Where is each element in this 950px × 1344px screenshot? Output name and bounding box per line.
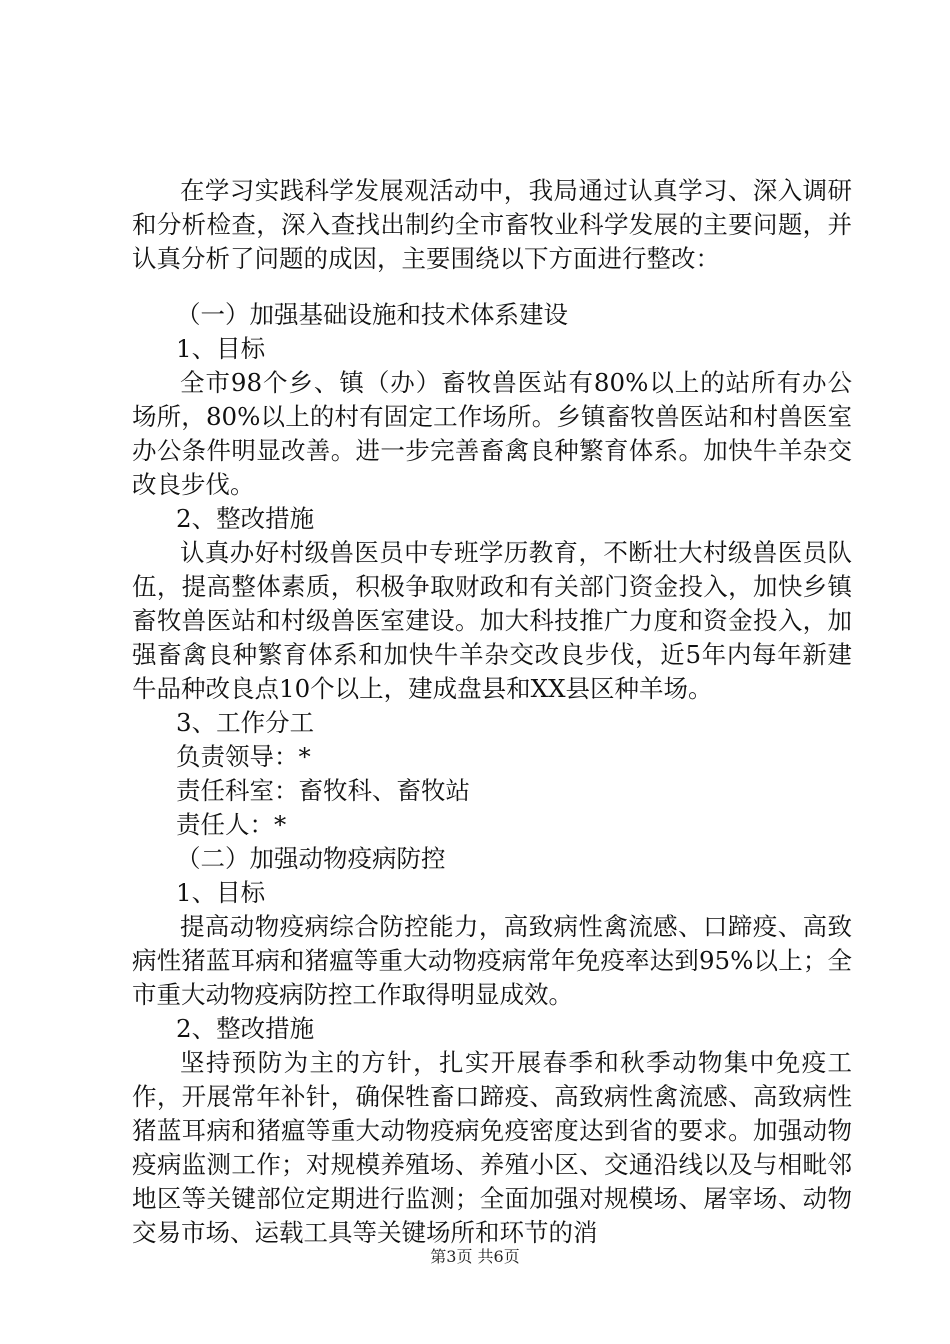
section-1-goal-text: 全市98个乡、镇（办）畜牧兽医站有80%以上的站所有办公场所，80%以上的村有固定工作场所。乡镇畜牧兽医站和村兽医室办公条件明显改善。进一步完善畜禽良种繁育体系。加快牛羊杂交改良步伐。: [132, 368, 852, 499]
paragraph-gap: [132, 276, 852, 298]
section-1-office: 责任科室：畜牧科、畜牧站: [176, 776, 470, 805]
section-2-title: （二）加强动物疫病防控: [176, 844, 446, 873]
section-2-measures-heading: 2、整改措施: [176, 1014, 315, 1043]
page-number-footer: 第3页 共6页: [430, 1247, 520, 1266]
section-1-division-heading: 3、工作分工: [176, 708, 315, 737]
section-1-goal-heading: 1、目标: [176, 334, 266, 363]
section-1-measures-heading: 2、整改措施: [176, 504, 315, 533]
section-1-leader: 负责领导：*: [176, 742, 311, 771]
section-2-goal-text: 提高动物疫病综合防控能力，高致病性禽流感、口蹄疫、高致病性猪蓝耳病和猪瘟等重大动物疫病常年免疫率达到95%以上；全市重大动物疫病防控工作取得明显成效。: [132, 912, 852, 1009]
section-2-goal-heading: 1、目标: [176, 878, 266, 907]
section-1-title: （一）加强基础设施和技术体系建设: [176, 300, 568, 329]
intro-paragraph: 在学习实践科学发展观活动中，我局通过认真学习、深入调研和分析检查，深入查找出制约全市畜牧业科学发展的主要问题，并认真分析了问题的成因，主要围绕以下方面进行整改：: [132, 176, 852, 273]
section-1-person: 责任人：*: [176, 810, 287, 839]
document-body: [132, 174, 852, 1250]
section-2-measures-text: 坚持预防为主的方针，扎实开展春季和秋季动物集中免疫工作，开展常年补针，确保牲畜口蹄疫、高致病性禽流感、高致病性猪蓝耳病和猪瘟等重大动物疫病免疫密度达到省的要求。加强动物疫病监测工作；对规模养殖场、养殖小区、交通沿线以及与相毗邻地区等关键部位定期进行监测；全面加强对规模场、屠宰场、动物交易市场、运载工具等关键场所和环节的消: [132, 1048, 852, 1247]
section-1-measures-text: 认真办好村级兽医员中专班学历教育，不断壮大村级兽医员队伍，提高整体素质，积极争取财政和有关部门资金投入，加快乡镇畜牧兽医站和村级兽医室建设。加大科技推广力度和资金投入，加强畜禽良种繁育体系和加快牛羊杂交改良步伐，近5年内每年新建牛品种改良点10个以上，建成盘县和XX县区种羊场。: [132, 538, 852, 703]
